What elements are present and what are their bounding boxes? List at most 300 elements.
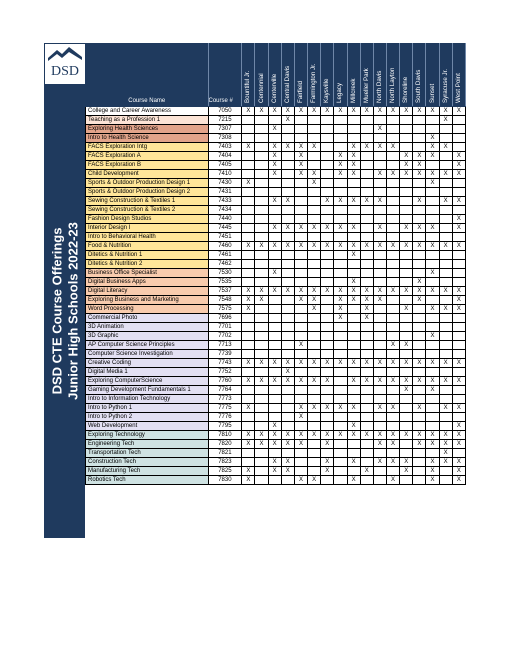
- course-number: 7461: [208, 251, 242, 260]
- table-row: [86, 197, 466, 206]
- offering-cell: [426, 215, 439, 224]
- offering-cell: X: [268, 377, 281, 386]
- course-name: Web Development: [86, 422, 209, 431]
- offering-cell: [294, 251, 307, 260]
- offering-cell: [321, 314, 334, 323]
- title-line-2: Junior High Schools 2022-23: [65, 221, 80, 400]
- sidebar-title: [44, 43, 85, 538]
- offering-cell: [321, 125, 334, 134]
- offering-cell: X: [294, 242, 307, 251]
- offering-cell: [347, 413, 360, 422]
- offering-cell: [400, 368, 413, 377]
- offering-cell: [413, 134, 426, 143]
- course-number: 7810: [208, 431, 242, 440]
- offering-cell: X: [308, 476, 321, 485]
- offering-cell: [386, 269, 399, 278]
- offering-cell: [242, 314, 255, 323]
- table-row: [86, 377, 466, 386]
- offering-cell: X: [242, 377, 255, 386]
- offering-cell: [294, 233, 307, 242]
- offering-cell: X: [386, 107, 399, 116]
- offering-cell: X: [334, 170, 347, 179]
- offering-cell: [321, 233, 334, 242]
- offering-cell: X: [373, 287, 386, 296]
- offering-cell: X: [281, 116, 294, 125]
- offering-cell: [452, 269, 465, 278]
- offering-cell: [400, 251, 413, 260]
- course-name: Teaching as a Profession 1: [86, 116, 209, 125]
- offering-cell: [321, 152, 334, 161]
- offering-cell: [426, 188, 439, 197]
- offering-cell: X: [294, 359, 307, 368]
- offering-cell: [386, 422, 399, 431]
- course-name: Digital Literacy: [86, 287, 209, 296]
- offering-cell: X: [347, 143, 360, 152]
- school-name: North Layton: [389, 67, 397, 103]
- offering-cell: X: [400, 431, 413, 440]
- offering-cell: [242, 224, 255, 233]
- offering-cell: X: [439, 377, 452, 386]
- offering-cell: [255, 143, 268, 152]
- offering-cell: X: [242, 287, 255, 296]
- offering-cell: [294, 125, 307, 134]
- offering-cell: X: [321, 467, 334, 476]
- offering-cell: [308, 215, 321, 224]
- offering-cell: [439, 467, 452, 476]
- offering-cell: [294, 188, 307, 197]
- course-name: 3D Graphic: [86, 332, 209, 341]
- offering-cell: [242, 215, 255, 224]
- offering-cell: [334, 368, 347, 377]
- school-name: Centennial: [257, 73, 265, 103]
- offering-cell: [347, 233, 360, 242]
- offering-cell: [400, 332, 413, 341]
- offering-cell: X: [321, 287, 334, 296]
- offering-cell: [255, 422, 268, 431]
- offering-cell: X: [373, 440, 386, 449]
- offering-cell: [413, 260, 426, 269]
- offering-cell: [373, 395, 386, 404]
- offering-cell: [294, 179, 307, 188]
- offering-cell: [360, 476, 373, 485]
- offering-cell: [242, 206, 255, 215]
- course-name: College and Career Awareness: [86, 107, 209, 116]
- table-row: [86, 278, 466, 287]
- offering-cell: [439, 314, 452, 323]
- offering-cell: [308, 350, 321, 359]
- offering-cell: X: [373, 296, 386, 305]
- offering-cell: [308, 197, 321, 206]
- offering-cell: [439, 323, 452, 332]
- course-table-wrap: [85, 43, 466, 485]
- offering-cell: X: [281, 242, 294, 251]
- offering-cell: [439, 161, 452, 170]
- course-name: Manufacturing Tech: [86, 467, 209, 476]
- offering-cell: X: [426, 269, 439, 278]
- offering-cell: [413, 449, 426, 458]
- offering-cell: X: [452, 305, 465, 314]
- offering-cell: [439, 386, 452, 395]
- offering-cell: [334, 215, 347, 224]
- offering-cell: X: [452, 440, 465, 449]
- offering-cell: X: [400, 170, 413, 179]
- offering-cell: X: [334, 296, 347, 305]
- offering-cell: X: [360, 197, 373, 206]
- offering-cell: [294, 305, 307, 314]
- offering-cell: [268, 134, 281, 143]
- table-row: [86, 440, 466, 449]
- offering-cell: X: [268, 458, 281, 467]
- offering-cell: X: [413, 296, 426, 305]
- offering-cell: [360, 278, 373, 287]
- offering-cell: [386, 179, 399, 188]
- offering-cell: [347, 134, 360, 143]
- offering-cell: X: [321, 440, 334, 449]
- offering-cell: [386, 215, 399, 224]
- offering-cell: [281, 278, 294, 287]
- course-number: 7825: [208, 467, 242, 476]
- offering-cell: X: [360, 242, 373, 251]
- table-row: [86, 242, 466, 251]
- offering-cell: [294, 206, 307, 215]
- offering-cell: [294, 215, 307, 224]
- table-row: [86, 224, 466, 233]
- course-name: Intro to Information Technology: [86, 395, 209, 404]
- course-table: [85, 43, 466, 485]
- offering-cell: [360, 188, 373, 197]
- offering-cell: X: [242, 296, 255, 305]
- offering-cell: [255, 476, 268, 485]
- school-name: Millcreek: [349, 78, 357, 103]
- offering-cell: X: [360, 296, 373, 305]
- offering-cell: [386, 467, 399, 476]
- offering-cell: [255, 125, 268, 134]
- offering-cell: [308, 458, 321, 467]
- offering-cell: X: [268, 152, 281, 161]
- offering-cell: [347, 341, 360, 350]
- offering-cell: [255, 170, 268, 179]
- offering-cell: [347, 323, 360, 332]
- offering-cell: X: [373, 377, 386, 386]
- offering-cell: [334, 125, 347, 134]
- offering-cell: X: [452, 170, 465, 179]
- course-name: AP Computer Science Principles: [86, 341, 209, 350]
- offering-cell: [334, 386, 347, 395]
- offering-cell: [386, 296, 399, 305]
- offering-cell: X: [334, 305, 347, 314]
- offering-cell: X: [268, 224, 281, 233]
- offering-cell: [426, 278, 439, 287]
- header-course-name: Course Name: [86, 44, 209, 107]
- header-school: [334, 44, 347, 107]
- offering-cell: [439, 233, 452, 242]
- offering-cell: [439, 134, 452, 143]
- course-number: 7403: [208, 143, 242, 152]
- offering-cell: X: [452, 431, 465, 440]
- offering-cell: X: [268, 242, 281, 251]
- offering-cell: [308, 125, 321, 134]
- offering-cell: [347, 125, 360, 134]
- offering-cell: [413, 179, 426, 188]
- offering-cell: [439, 413, 452, 422]
- offering-cell: X: [360, 314, 373, 323]
- offering-cell: [255, 404, 268, 413]
- offering-cell: [255, 224, 268, 233]
- offering-cell: [439, 476, 452, 485]
- offering-cell: [242, 251, 255, 260]
- offering-cell: [439, 332, 452, 341]
- offering-cell: [242, 278, 255, 287]
- offering-cell: X: [268, 287, 281, 296]
- offering-cell: [373, 341, 386, 350]
- course-number: 7830: [208, 476, 242, 485]
- table-row: [86, 215, 466, 224]
- offering-cell: X: [439, 449, 452, 458]
- school-name: Centerville: [270, 73, 278, 103]
- offering-cell: [255, 350, 268, 359]
- offering-cell: [452, 134, 465, 143]
- header-school: [294, 44, 307, 107]
- offering-cell: X: [242, 404, 255, 413]
- offering-cell: [373, 422, 386, 431]
- course-number: 7431: [208, 188, 242, 197]
- offering-cell: X: [373, 125, 386, 134]
- offering-cell: [281, 125, 294, 134]
- offering-cell: [452, 206, 465, 215]
- offering-cell: X: [308, 179, 321, 188]
- offering-cell: X: [294, 413, 307, 422]
- offering-cell: X: [439, 143, 452, 152]
- offering-cell: X: [400, 107, 413, 116]
- offering-cell: [426, 197, 439, 206]
- offering-cell: [373, 134, 386, 143]
- offering-cell: [400, 440, 413, 449]
- offering-cell: [281, 422, 294, 431]
- school-name: Central Davis: [283, 65, 291, 103]
- offering-cell: [334, 179, 347, 188]
- offering-cell: [334, 350, 347, 359]
- offering-cell: X: [281, 377, 294, 386]
- course-number: 7696: [208, 314, 242, 323]
- offering-cell: X: [347, 359, 360, 368]
- offering-cell: X: [413, 242, 426, 251]
- offering-cell: X: [281, 287, 294, 296]
- offering-cell: X: [452, 152, 465, 161]
- offering-cell: [255, 260, 268, 269]
- offering-cell: [439, 179, 452, 188]
- course-name: Exploring ComputerScience: [86, 377, 209, 386]
- offering-cell: [268, 215, 281, 224]
- offering-cell: [308, 341, 321, 350]
- offering-cell: [308, 134, 321, 143]
- offering-cell: X: [255, 431, 268, 440]
- table-row: [86, 386, 466, 395]
- offering-cell: X: [400, 467, 413, 476]
- offering-cell: [426, 422, 439, 431]
- offering-cell: [281, 350, 294, 359]
- offering-cell: [373, 467, 386, 476]
- offering-cell: [321, 305, 334, 314]
- offering-cell: X: [308, 242, 321, 251]
- offering-cell: X: [255, 377, 268, 386]
- offering-cell: [294, 386, 307, 395]
- offering-cell: X: [413, 278, 426, 287]
- offering-cell: [439, 260, 452, 269]
- offering-cell: [452, 314, 465, 323]
- course-name: Gaming Development Fundamentals 1: [86, 386, 209, 395]
- offering-cell: [242, 368, 255, 377]
- course-number: 7405: [208, 161, 242, 170]
- school-name: Legacy: [336, 83, 344, 103]
- offering-cell: [413, 332, 426, 341]
- table-row: [86, 251, 466, 260]
- offering-cell: [426, 323, 439, 332]
- offering-cell: [255, 179, 268, 188]
- offering-cell: [334, 422, 347, 431]
- offering-cell: X: [281, 359, 294, 368]
- offering-cell: [334, 467, 347, 476]
- offering-cell: [360, 161, 373, 170]
- offering-cell: X: [426, 242, 439, 251]
- offering-cell: X: [321, 404, 334, 413]
- offering-cell: [308, 206, 321, 215]
- offering-cell: [281, 215, 294, 224]
- course-name: Engineering Tech: [86, 440, 209, 449]
- offering-cell: [413, 395, 426, 404]
- header-school: [360, 44, 373, 107]
- offering-cell: [386, 314, 399, 323]
- offering-cell: [360, 260, 373, 269]
- school-name: Farmington Jr.: [310, 63, 318, 103]
- offering-cell: X: [413, 197, 426, 206]
- offering-cell: X: [452, 287, 465, 296]
- offering-cell: [255, 161, 268, 170]
- offering-cell: [255, 134, 268, 143]
- course-name: Intro to Behavioral Health: [86, 233, 209, 242]
- offering-cell: [268, 296, 281, 305]
- offering-cell: [400, 395, 413, 404]
- offering-cell: [373, 251, 386, 260]
- offering-cell: [360, 125, 373, 134]
- offering-cell: [347, 314, 360, 323]
- offering-cell: [308, 152, 321, 161]
- table-row: [86, 368, 466, 377]
- offering-cell: X: [294, 440, 307, 449]
- offering-cell: [400, 116, 413, 125]
- offering-cell: [452, 449, 465, 458]
- offering-cell: [268, 260, 281, 269]
- course-name: FACS Exploration A: [86, 152, 209, 161]
- offering-cell: [268, 323, 281, 332]
- header-school: [452, 44, 465, 107]
- table-row: [86, 341, 466, 350]
- offering-cell: [373, 152, 386, 161]
- offering-cell: [334, 413, 347, 422]
- offering-cell: [268, 233, 281, 242]
- offering-cell: [360, 350, 373, 359]
- offering-cell: [373, 332, 386, 341]
- offering-cell: [268, 350, 281, 359]
- offering-cell: [386, 368, 399, 377]
- offering-cell: [242, 350, 255, 359]
- offering-cell: [308, 314, 321, 323]
- offering-cell: X: [255, 440, 268, 449]
- offering-cell: X: [413, 287, 426, 296]
- offering-cell: [452, 368, 465, 377]
- offering-cell: [281, 152, 294, 161]
- offering-cell: [242, 116, 255, 125]
- offering-cell: [360, 215, 373, 224]
- offering-cell: X: [321, 377, 334, 386]
- offering-cell: X: [373, 224, 386, 233]
- offering-cell: [334, 278, 347, 287]
- table-row: [86, 287, 466, 296]
- offering-cell: [294, 395, 307, 404]
- offering-cell: [386, 224, 399, 233]
- offering-cell: X: [452, 215, 465, 224]
- offering-cell: [360, 395, 373, 404]
- school-name: Fairfield: [296, 80, 304, 103]
- course-number: 7440: [208, 215, 242, 224]
- offering-cell: [400, 323, 413, 332]
- offering-cell: [334, 332, 347, 341]
- offering-cell: X: [281, 368, 294, 377]
- offering-cell: [294, 368, 307, 377]
- offering-cell: X: [321, 242, 334, 251]
- offering-cell: [373, 188, 386, 197]
- offering-cell: X: [281, 467, 294, 476]
- school-name: Syracuse Jr.: [441, 68, 449, 103]
- offering-cell: X: [268, 107, 281, 116]
- offering-cell: X: [386, 341, 399, 350]
- offering-cell: [268, 314, 281, 323]
- offering-cell: [321, 368, 334, 377]
- offering-cell: [242, 422, 255, 431]
- offering-cell: [242, 134, 255, 143]
- school-name: Kaysville: [323, 78, 331, 103]
- offering-cell: [255, 206, 268, 215]
- offering-cell: [439, 350, 452, 359]
- table-row: [86, 467, 466, 476]
- offering-cell: X: [321, 458, 334, 467]
- offering-cell: [255, 458, 268, 467]
- offering-cell: [308, 116, 321, 125]
- offering-cell: X: [281, 197, 294, 206]
- offering-cell: [400, 233, 413, 242]
- offering-cell: [413, 188, 426, 197]
- offering-cell: X: [268, 467, 281, 476]
- offering-cell: [426, 125, 439, 134]
- offering-cell: [268, 179, 281, 188]
- offering-cell: X: [452, 224, 465, 233]
- offering-cell: [439, 395, 452, 404]
- offering-cell: [294, 134, 307, 143]
- offering-cell: X: [439, 242, 452, 251]
- offering-cell: [268, 332, 281, 341]
- offering-cell: [347, 467, 360, 476]
- offering-cell: X: [386, 476, 399, 485]
- offering-cell: [386, 323, 399, 332]
- offering-cell: [386, 125, 399, 134]
- offering-cell: X: [321, 431, 334, 440]
- offering-cell: X: [426, 170, 439, 179]
- offering-cell: [255, 188, 268, 197]
- offering-cell: [426, 449, 439, 458]
- offering-cell: [294, 197, 307, 206]
- offering-cell: X: [308, 305, 321, 314]
- offering-cell: [308, 188, 321, 197]
- offering-cell: [242, 395, 255, 404]
